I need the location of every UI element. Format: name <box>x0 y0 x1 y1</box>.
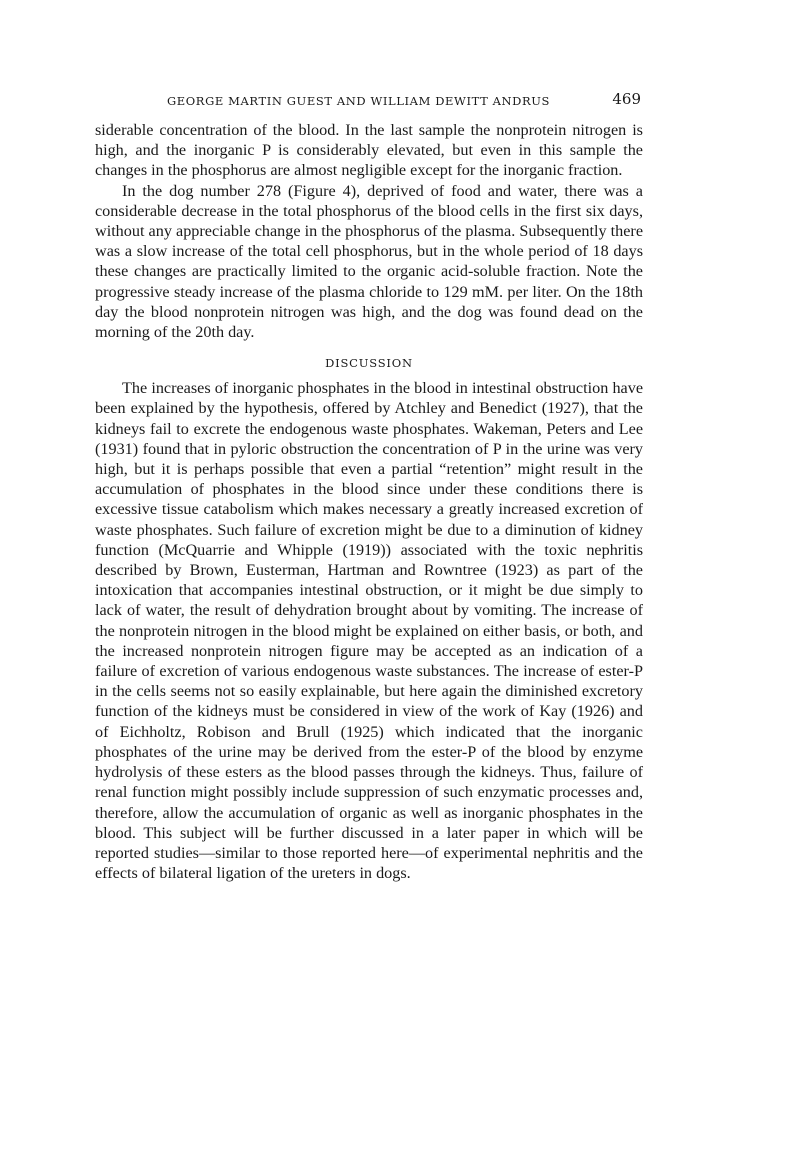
discussion-paragraph-1: The increases of inorganic phosphates in the blood in intestinal obstruction have been explained by the hypothesis, offered by Atchley and Benedict (1927), that the kidneys fail to excrete the endogenous waste phosphates. Wakeman, Peters and Lee (1931) found that in pyloric obstruction the concentration of P in the urine was very high, but it is perhaps possible that even a partial “retention” might result in the accumulation of phosphates in the blood since under these conditions there is excessive tissue catabolism which makes necessary a greatly increased excretion of waste phosphates. Such failure of excretion might be due to a diminution of kidney function (McQuarrie and Whipple (1919)) associated with the toxic nephritis described by Brown, Eusterman, Hartman and Rowntree (1923) as part of the intoxication that accompanies intestinal obstruction, or it might be due simply to lack of water, the result of dehydration brought about by vomiting. The increase of the nonprotein nitrogen in the blood might be explained on either basis, or both, and the increased nonprotein nitrogen figure may be accepted as an indication of a failure of excretion of various endogenous waste substances. The increase of ester-P in the cells seems not so easily explainable, but here again the diminished excretory function of the kidneys must be considered in view of the work of Kay (1926) and of Eichholtz, Robison and Brull (1925) which indicated that the inorganic phosphates of the urine may be derived from the ester-P of the blood by enzyme hydrolysis of these esters as the blood passes through the kidneys. Thus, failure of renal function might possibly include suppression of such enzymatic processes and, therefore, allow the accumulation of organic as well as inorganic phosphates in the blood. This subject will be further discussed in a later paper in which will be reported studies—similar to those reported here—of experimental nephritis and the effects of bilateral ligation of the ureters in dogs. <box>95 379 643 883</box>
body-paragraph-1: siderable concentration of the blood. In the last sample the nonprotein nitrogen is high, and the inorganic P is considerably elevated, but even in this sample the changes in the phosphorus are almost negligible except for the inorganic fraction. <box>95 121 643 180</box>
body-paragraph-2: In the dog number 278 (Figure 4), deprived of food and water, there was a considerable decrease in the total phosphorus of the blood cells in the first six days, without any appreciable change in the phosphorus of the plasma. Subsequently there was a slow increase of the total cell phosphorus, but in the whole period of 18 days these changes are practically limited to the organic acid-soluble fraction. Note the progressive steady increase of the plasma chloride to 129 mM. per liter. On the 18th day the blood nonprotein nitrogen was high, and the dog was found dead on the morning of the 20th day. <box>95 181 643 342</box>
journal-page <box>95 90 643 883</box>
page-number: 469 <box>612 90 641 108</box>
discussion-heading: DISCUSSION <box>325 356 413 371</box>
running-head <box>95 90 643 114</box>
running-title: GEORGE MARTIN GUEST AND WILLIAM DEWITT ANDRUS <box>167 94 551 108</box>
